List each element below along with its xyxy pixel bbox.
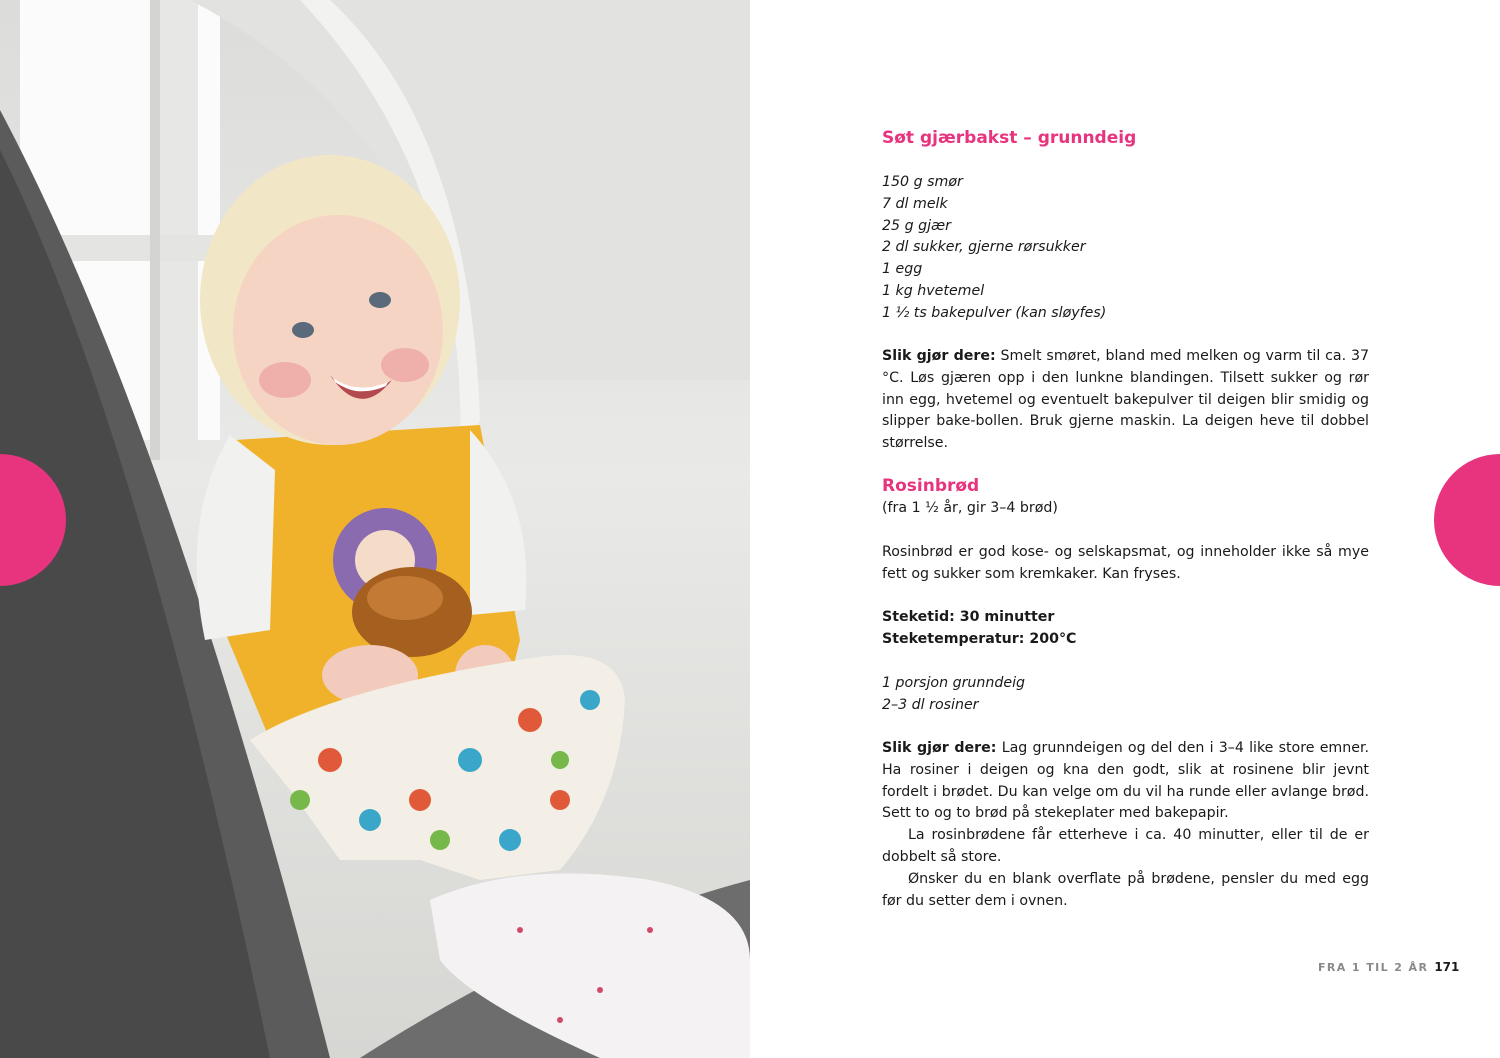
ingredient-item: 7 dl melk: [882, 195, 948, 212]
recipe1-ingredient-list: [882, 172, 1369, 325]
baking-time: Steketid: 30 minutter: [882, 609, 1055, 625]
recipe2-method: [882, 738, 1369, 912]
ingredient-item: 150 g smør: [882, 174, 963, 190]
ingredient-item: 1 porsjon grunndeig: [882, 675, 1026, 691]
method-paragraph: [882, 738, 1369, 825]
method-text: Smelt smøret, bland med melken og varm til ca. 37 °C. Løs gjæren opp i den lunkne blandingen. Tilsett sukker og rør inn egg, hvetemel og eventuelt bakepulver til deigen blir smidig og slipper bake-bollen. Bruk gjerne maskin. La deigen heve til dobbel størrelse.: [882, 348, 1369, 452]
pink-page-tab-right: [1434, 454, 1500, 586]
recipe2-intro: Rosinbrød er god kose- og selskapsmat, og inneholder ikke så mye fett og sukker som kremkaker. Kan fryses.: [882, 544, 1369, 582]
ingredient-item: 1 kg hvetemel: [882, 282, 985, 299]
method-label: Slik gjør dere:: [882, 740, 997, 756]
ingredient-item: 2–3 dl rosiner: [882, 696, 979, 713]
ingredient-item: 2 dl sukker, gjerne rørsukker: [882, 239, 1086, 256]
recipe1-method: [882, 346, 1369, 455]
baking-temperature: Steketemperatur: 200°C: [882, 630, 1077, 647]
method-paragraph: La rosinbrødene får etterheve i ca. 40 minutter, eller til de er dobbelt så store.: [882, 827, 1369, 865]
method-paragraph: Ønsker du en blank overflate på brødene, pensler du med egg før du setter dem i ovnen.: [882, 870, 1369, 909]
recipe2-ingredient-list: [882, 673, 1369, 717]
page-number: 171: [1434, 960, 1460, 974]
method-text: Lag grunndeigen og del den i 3–4 like store emner. Ha rosiner i deigen og kna den godt, slik at rosinene blir jevnt fordelt i brødet. Du kan velge om du vil ha runde eller avlange brød. Sett to og to brød på stekeplater med bakepapir.: [882, 740, 1369, 822]
ingredient-item: 25 g gjær: [882, 217, 951, 234]
recipe1-title: Søt gjærbakst – grunndeig: [882, 128, 1137, 148]
method-label: Slik gjør dere:: [882, 348, 996, 364]
ingredient-item: 1 ½ ts bakepulver (kan sløyfes): [882, 304, 1107, 321]
recipe2-baking-info: [882, 607, 1369, 651]
footer-section-title: FRA 1 TIL 2 ÅR: [1318, 961, 1429, 974]
page-footer: [1318, 960, 1459, 974]
recipe2-subtitle: (fra 1 ½ år, gir 3–4 brød): [882, 500, 1058, 516]
recipe2-title: Rosinbrød: [882, 476, 980, 496]
ingredient-item: 1 egg: [882, 261, 923, 278]
